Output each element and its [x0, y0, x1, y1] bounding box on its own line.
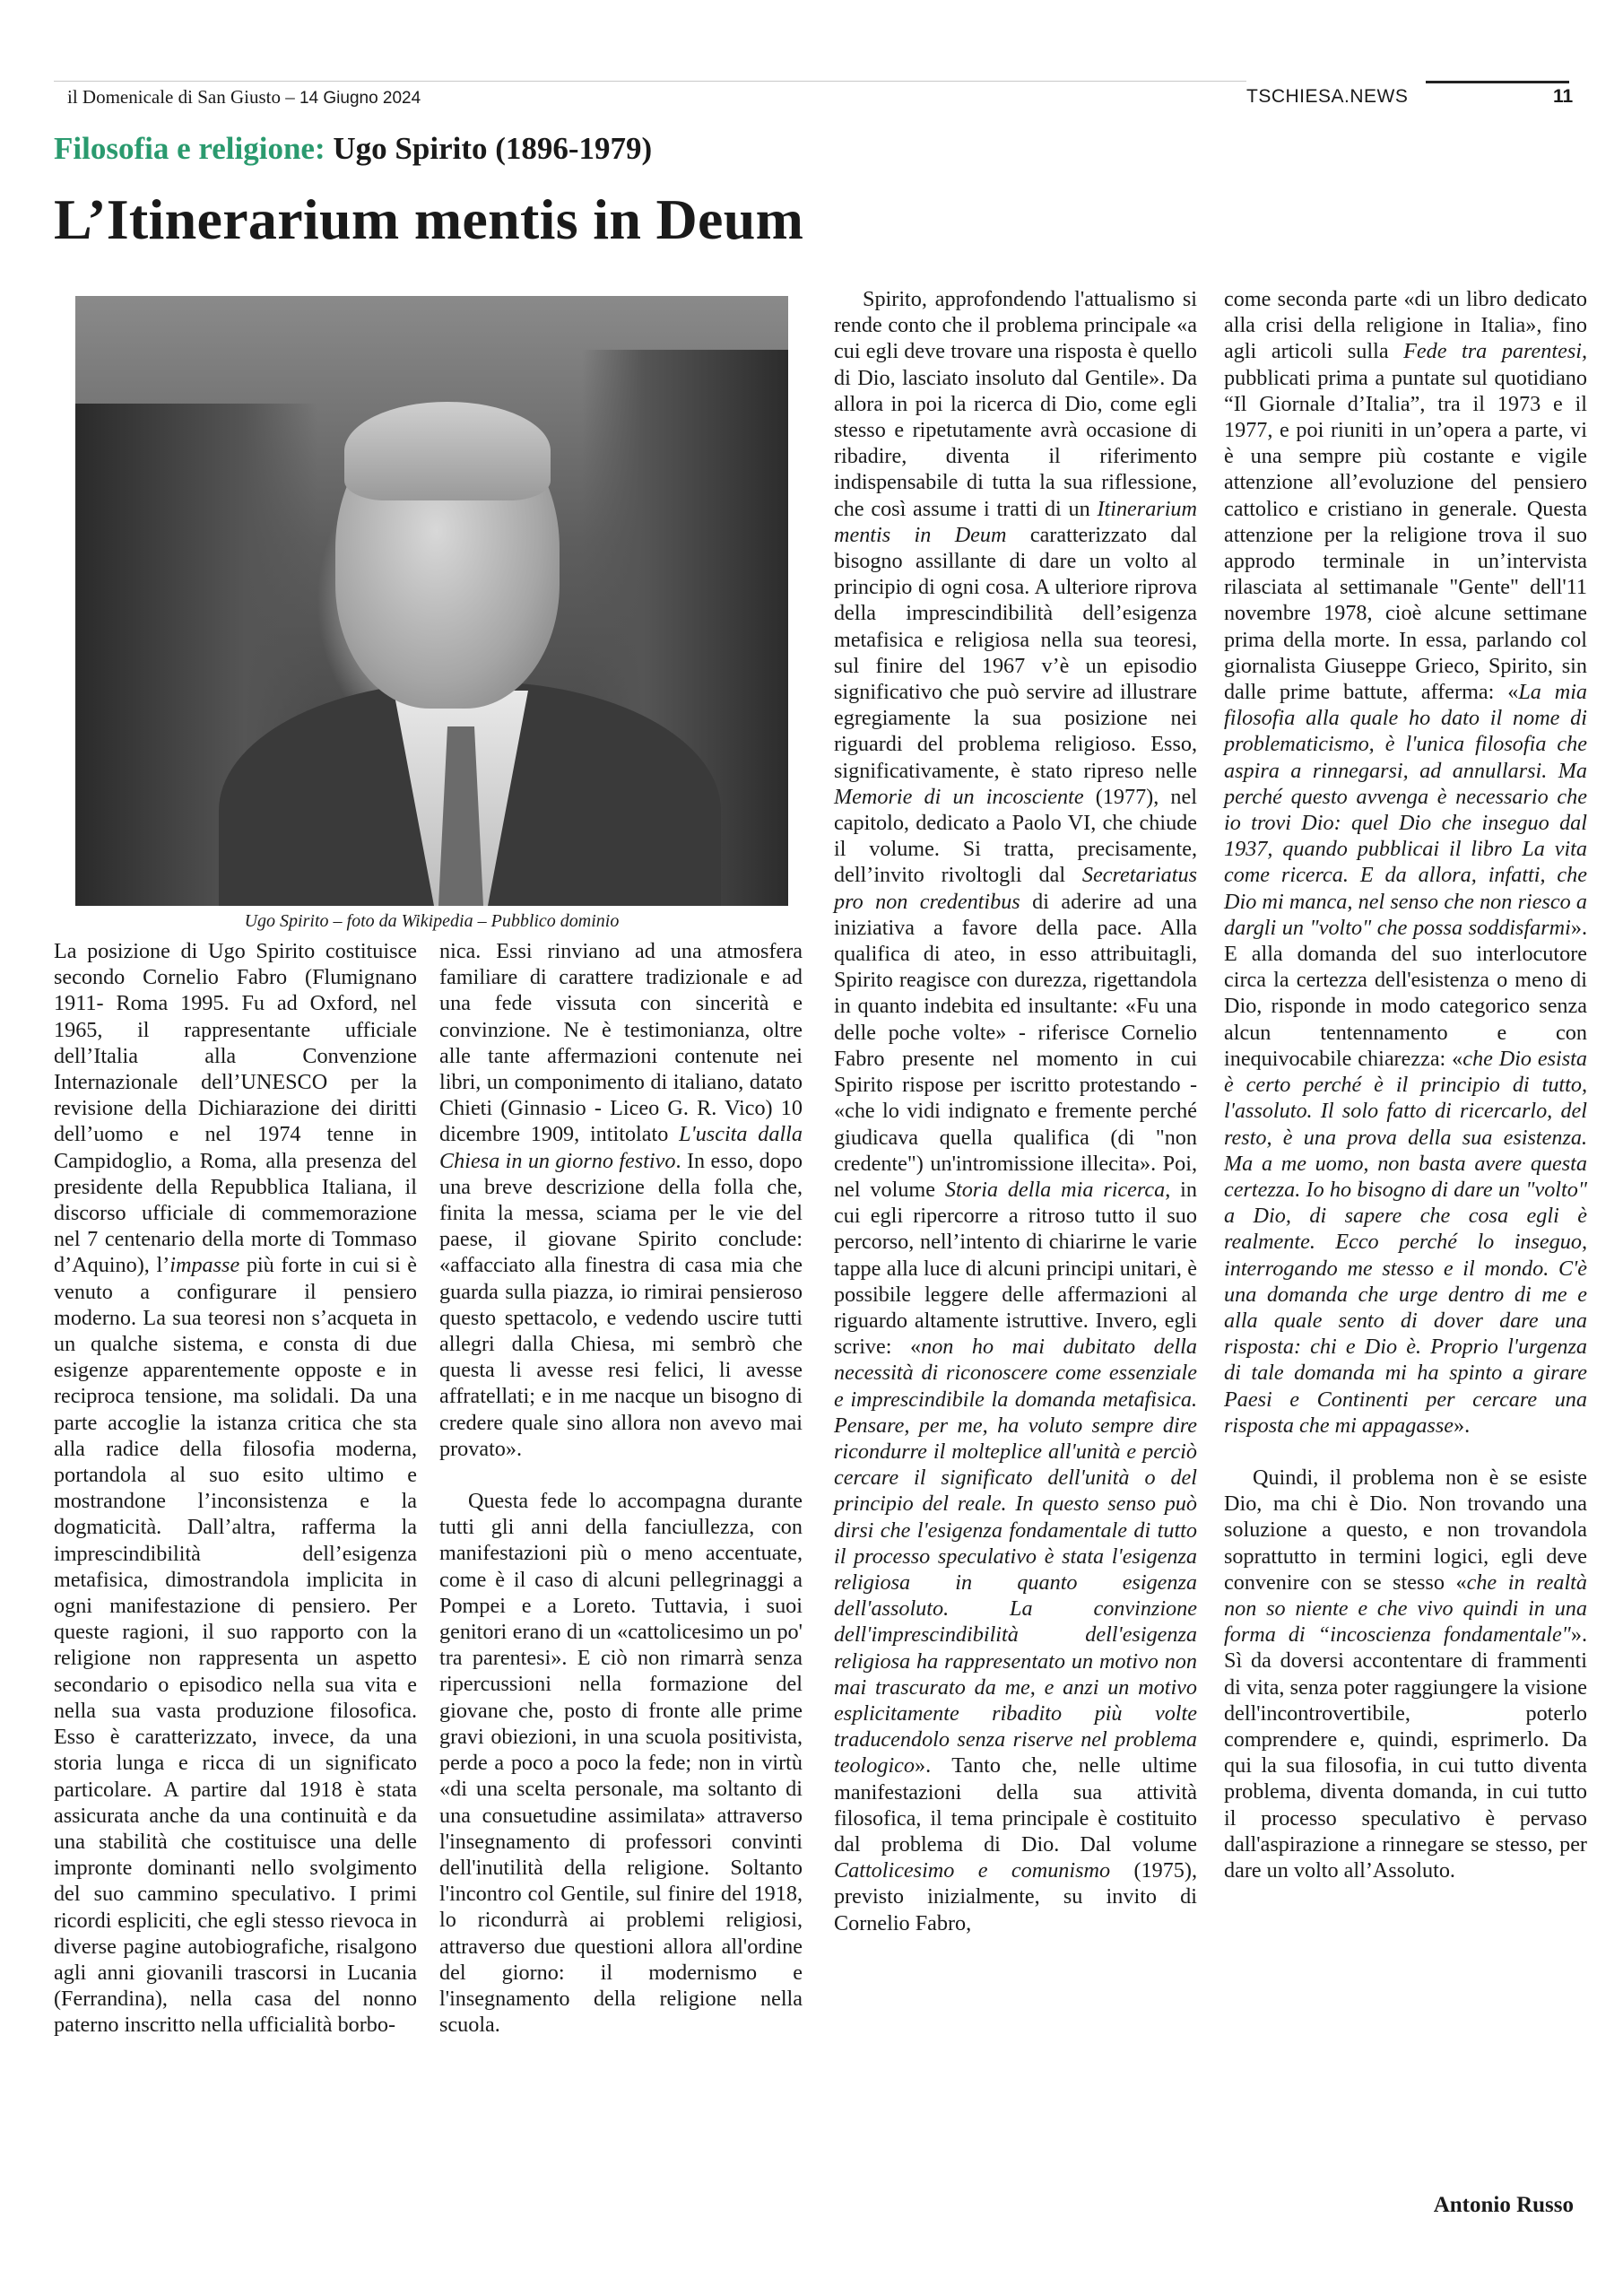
paragraph: Spirito, approfondendo l'attualismo si rende conto che il problema principale «a cui egli deve trovare una risposta è quello di Dio, lasciato insoluto dal Gentile». Da allora in poi la ricerca di Dio, come egli stesso e ripetutamente avrà occasione di ribadire, diventa il riferimento indispensabile di tutta la sua riflessione, che così assume i tratti di un Itinerarium mentis in Deum caratterizzato dal bisogno assillante di dare un volto al principio di ogni cosa. A ulteriore riprova della imprescindibilità dell’esigenza metafisica e religiosa nella sua teoresi, sul finire del 1967 v’è un episodio significativo che può servire ad illustrare egregiamente la sua posizione nei riguardi del problema religioso. Esso, significativamente, è stato ripreso nelle Memorie di un incosciente (1977), nel capitolo, dedicato a Paolo VI, che chiude il volume. Si tratta, precisamente, dell’invito rivoltogli dal Secretariatus pro non credentibus di aderire ad una iniziativa a favore della pace. Alla qualifica di ateo, in esso attribuitagli, Spirito reagisce con durezza, rigettandola in quanto indebita ed insultante: «Fu una delle poche volte» - riferisce Cornelio Fabro presente nel momento in cui Spirito rispose per iscritto protestando - «che lo vidi indignato e fremente perché giudicava quella qualifica (di "non credente") un'intromissione illecita». Poi, nel volume Storia della mia ricerca, in cui egli ripercorre a ritroso tutto il suo percorso, nell’intento di chiarirne le varie tappe alla luce di alcuni principi unitari, è possibile leggere delle affermazioni al riguardo altamente istruttive. Invero, egli scrive: «non ho mai dubitato della necessità di riconoscere come essenziale e imprescindibile la domanda metafisica. Pensare, per me, ha voluto sempre dire ricondurre il molteplice all'unità e perciò cercare il significato dell'unità o del principio del reale. In questo senso può dirsi che l'esigenza fondamentale di tutto il processo speculativo è stata l'esigenza religiosa in quanto esigenza dell'assoluto. La convinzione dell'imprescindibilità dell'esigenza religiosa ha rappresentato un motivo non mai trascurato da me, e anzi un motivo esplicitamente ribadito più volte traducendolo senza riserve nel problema teologico». Tanto che, nelle ultime manifestazioni della sua attività filosofica, il tema principale è costituito dal problema di Dio. Dal volume Cattolicesimo e comunismo (1975), previsto inizialmente, su invito di Cornelio Fabro,: [834, 287, 1198, 1935]
article-subject: Ugo Spirito (1896-1979): [333, 131, 653, 166]
header-publication: [67, 86, 421, 109]
paragraph: Questa fede lo accompagna durante tutti gli anni della fanciullezza, con manifestazioni più o meno accentuate, come è il caso di alcuni pellegrinaggi a Pompei e a Loreto. Tuttavia, i suoi genitori erano di un «cattolicesimo un po' tra parentesi». E ciò non rimarrà senza ripercussioni nella formazione del giovane che, posto di fronte alle prime gravi obiezioni, in una scuola positivista, perde a poco a poco la fede; non in virtù «di una scelta personale, ma soltanto di una consuetudine assimilata» attraverso l'insegnamento di professori convinti dell'inutilità della religione. Soltanto l'incontro col Gentile, sul finire del 1918, lo ricondurrà ai problemi religiosi, attraverso due questioni allora all'ordine del giorno: il modernismo e l'insegnamento della religione nella scuola.: [439, 1489, 803, 2038]
article-column-2: [439, 938, 803, 2038]
paragraph: La posizione di Ugo Spirito costituisce secondo Cornelio Fabro (Flumignano 1911- Roma 1995. Fu ad Oxford, nel 1965, il rappresentante ufficiale dell’Italia alla Convenzione Internazionale dell’UNESCO per la revisione della Dichiarazione dei diritti dell’uomo e nel 1974 tenne in Campidoglio, a Roma, alla presenza del presidente della Repubblica Italiana, il discorso ufficiale di commemorazione nel 7 centenario della morte di Tommaso d’Aquino), l’impasse più forte in cui si è venuto a configurare il pensiero moderno. La sua teoresi non s’acqueta in un qualche sistema, e consta di due esigenze apparentemente opposte e in reciproca tensione, ma solidali. Da una parte accoglie la istanza critica che sta alla radice della filosofia moderna, portandola al suo esito ultimo e mostrandone l’inconsistenza e la dogmaticità. Dall’altra, rafferma la imprescindibilità dell’esigenza metafisica, dimostrandola implicita in ogni manifestazione di pensiero. Per queste ragioni, il suo rapporto con la religione non rappresenta un aspetto secondario o episodico nella sua vita e nella sua vasta produzione filosofica. Esso è caratterizzato, invece, da una storia lunga e ricca di un significato particolare. A partire dal 1918 è stata assicurata anche da una continuità e da una stabilità che costituisce una delle impronte dominanti nello svolgimento del suo cammino speculativo. I primi ricordi espliciti, che egli stesso rievoca in diverse pagine autobiografiche, risalgono agli anni giovanili trascorsi in Lucania (Ferrandina), nella casa del nonno paterno inscritto nella ufficialità borbo-: [54, 939, 417, 2038]
photo-hair: [344, 402, 551, 500]
article-column-4: [1224, 286, 1587, 1883]
article-title: L’Itinerarium mentis in Deum: [54, 187, 804, 251]
header-rule-accent: [1426, 81, 1569, 83]
publication-date: 14 Giugno 2024: [299, 89, 421, 108]
photo-caption: Ugo Spirito – foto da Wikipedia – Pubblico dominio: [244, 911, 620, 931]
article-column-3: [834, 286, 1197, 1936]
article-category: Filosofia e religione:: [54, 131, 325, 166]
article-column-1: [54, 938, 417, 2039]
header-site[interactable]: TSCHIESA.NEWS: [1246, 86, 1409, 107]
paragraph: nica. Essi rinviano ad una atmosfera familiare di carattere tradizionale e ad una fede vissuta con sincerità e convinzione. Ne è testimonianza, oltre alle tante affermazioni contenute nei libri, un componimento di italiano, datato Chieti (Ginnasio - Liceo G. R. Vico) 10 dicembre 1909, intitolato L'uscita dalla Chiesa in un giorno festivo. In esso, dopo una breve descrizione della folla che, finita la messa, sciama per le vie del paese, il giovane Spirito conclude: «affacciato alla finestra di casa mia che guarda sulla piazza, io rimirai pensieroso questo spettacolo, e vedendo uscire tutti allegri dalla Chiesa, mi sembrò che questa li avesse resi felici, li avesse affratellati; e in me nacque un bisogno di credere quale sino allora non avevo mai provato».: [439, 939, 803, 1461]
portrait-photo: [75, 296, 788, 906]
page-number: 11: [1553, 86, 1574, 107]
article-kicker: [54, 131, 652, 167]
article-author: Antonio Russo: [1433, 2193, 1574, 2217]
paragraph: come seconda parte «di un libro dedicato alla crisi della religione in Italia», fino agli articoli sulla Fede tra parentesi, pubblicati prima a puntate sul quotidiano “Il Giornale d’Italia”, tra il 1973 e il 1977, e poi riuniti in un’opera a parte, vi è una sempre più costante e vigile attenzione all’evoluzione del pensiero cattolico e cristiano in generale. Questa attenzione per la religione trova il suo approdo terminale in un’intervista rilasciata al settimanale "Gente" dell'11 novembre 1978, cioè alcune settimane prima della morte. In essa, parlando col giornalista Giuseppe Grieco, Spirito, sin dalle prime battute, afferma: «La mia filosofia alla quale ho dato il nome di problematicismo, è l'unica filosofia che aspira a rinnegarsi, ad annullarsi. Ma perché questo avvenga è necessario che io trovi Dio: quel Dio che inseguo dal 1937, quando pubblicai il libro La vita come ricerca. E da allora, infatti, che Dio mi manca, nel senso che non riesco a dargli un "volto" che possa soddisfarmi». E alla domanda del suo interlocutore circa la certezza dell'esistenza o meno di Dio, risponde in modo categorico senza alcun tentennamento e con inequivocabile chiarezza: «che Dio esista è certo perché è il principio di tutto, l'assoluto. Il solo fatto di ricercarlo, del resto, è una prova della sua esistenza. Ma a me uomo, non basta avere questa certezza. Io ho bisogno di dare un "volto" a Dio, di sapere che cosa egli è realmente. Ecco perché lo inseguo, interrogando me stesso e il mondo. C'è una domanda che urge dentro di me e alla quale sento di dover dare una risposta: chi e Dio è. Proprio l'urgenza di tale domanda mi ha spinto a girare Paesi e Continenti per cercare una risposta che mi appagasse».: [1224, 287, 1588, 1438]
header-rule: [54, 81, 1246, 82]
paragraph: Quindi, il problema non è se esiste Dio, ma chi è Dio. Non trovando una soluzione a questo, e non trovandola soprattutto in termini logici, egli deve convenire con se stesso «che in realtà non so niente e che vivo quindi in una forma di “incoscienza fondamentale"». Sì da doversi accontentare di frammenti di vita, senza poter raggiungere la visione dell'incontrovertibile, poterlo comprendere e, quindi, esprimerlo. Da qui la sua filosofia, in cui tutto diventa problema, diventa domanda, in cui tutto il processo speculativo è pervaso dall'aspirazione a rinnegare se stesso, per dare un volto all’Assoluto.: [1224, 1465, 1587, 1883]
publication-name: il Domenicale di San Giusto –: [67, 86, 295, 108]
